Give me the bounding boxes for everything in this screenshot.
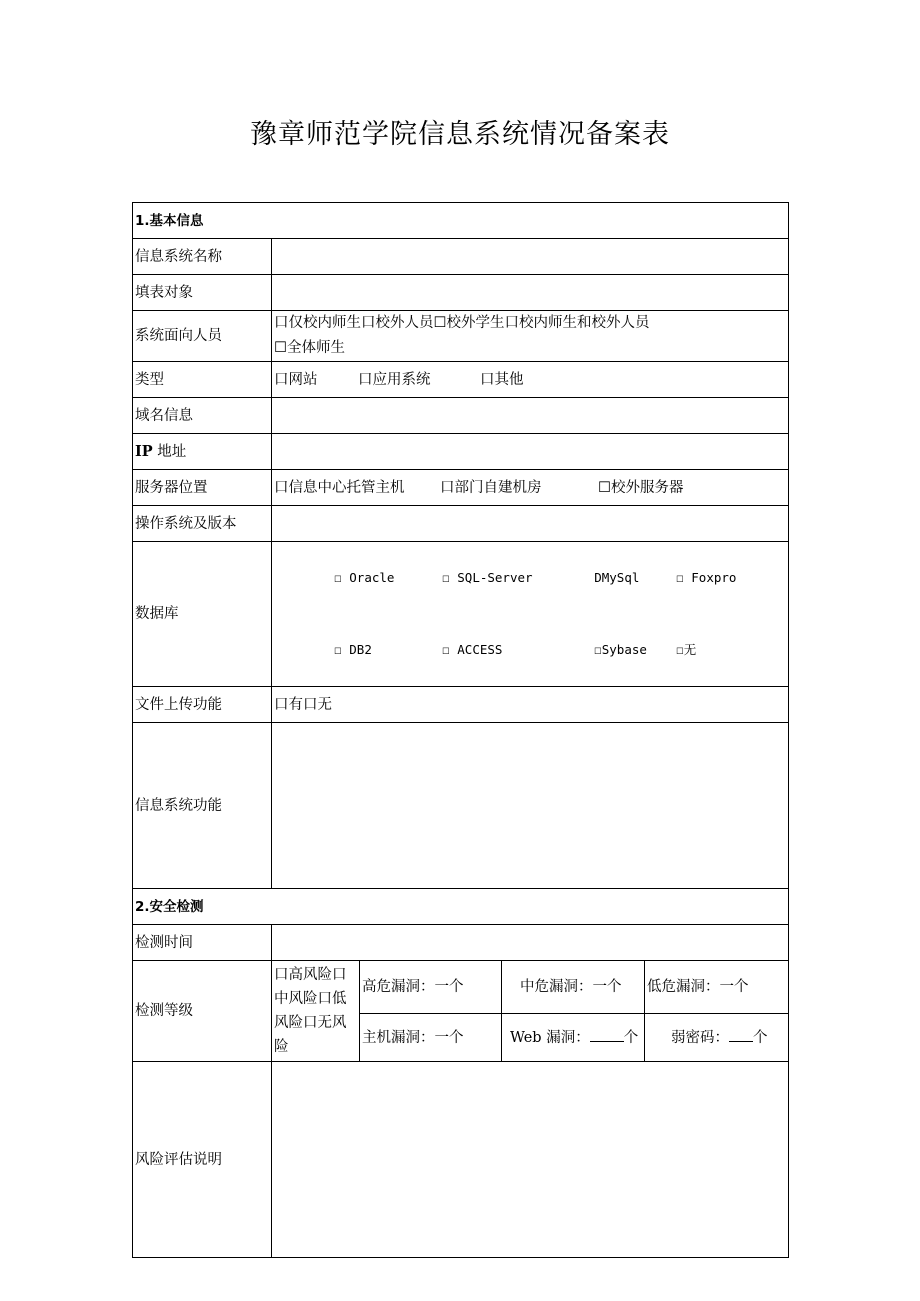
domain-field[interactable] <box>272 398 789 434</box>
db-option-access[interactable]: ☐ ACCESS <box>442 642 503 657</box>
db-option-sybase[interactable]: ☐Sybase <box>594 642 647 657</box>
os-field[interactable] <box>272 506 789 542</box>
detect-level-options[interactable]: 口高风险口中风险口低风险口无风险 <box>272 961 360 1062</box>
server-option-external[interactable]: ☐校外服务器 <box>598 479 684 496</box>
label-audience: 系统面向人员 <box>133 311 272 362</box>
label-type: 类型 <box>133 362 272 398</box>
label-ip-prefix: IP <box>135 442 153 460</box>
server-options <box>272 470 789 506</box>
risk-field[interactable] <box>272 1062 789 1258</box>
host-vuln: 主机漏洞：一个 <box>360 1014 502 1062</box>
label-risk: 风险评估说明 <box>133 1062 272 1258</box>
db-option-foxpro[interactable]: ☐ Foxpro <box>676 570 737 585</box>
ip-field[interactable] <box>272 434 789 470</box>
section-basic-info: 1.基本信息 <box>133 203 789 239</box>
section-security-check: 2.安全检测 <box>133 889 789 925</box>
label-detect-level: 检测等级 <box>133 961 272 1062</box>
label-server: 服务器位置 <box>133 470 272 506</box>
server-option-hosted[interactable]: 口信息中心托管主机 <box>274 479 405 496</box>
weak-password-label: 弱密码： <box>671 1029 729 1046</box>
weak-password-unit: 个 <box>753 1029 768 1046</box>
web-vuln-label: Web 漏洞： <box>510 1029 590 1046</box>
server-option-dept[interactable]: 口部门自建机房 <box>440 479 542 496</box>
db-option-db2[interactable]: ☐ DB2 <box>334 642 372 657</box>
type-option-app[interactable]: 口应用系统 <box>358 371 431 388</box>
label-ip <box>133 434 272 470</box>
system-name-field[interactable] <box>272 239 789 275</box>
db-option-dmysql[interactable]: DMySql <box>594 570 640 585</box>
label-domain: 域名信息 <box>133 398 272 434</box>
weak-password <box>645 1014 789 1062</box>
label-function: 信息系统功能 <box>133 723 272 889</box>
label-detect-time: 检测时间 <box>133 925 272 961</box>
label-system-name: 信息系统名称 <box>133 239 272 275</box>
upload-options[interactable]: 口有口无 <box>272 687 789 723</box>
audience-options[interactable] <box>272 311 789 362</box>
audience-line-1[interactable]: 口仅校内师生口校外人员☐校外学生口校内师生和校外人员 <box>274 315 650 331</box>
label-database: 数据库 <box>133 542 272 687</box>
label-target: 填表对象 <box>133 275 272 311</box>
page-title: 豫章师范学院信息系统情况备案表 <box>250 119 670 150</box>
weak-password-blank[interactable] <box>729 1029 753 1042</box>
registration-form <box>132 202 789 1258</box>
type-options <box>272 362 789 398</box>
label-ip-suffix: 地址 <box>152 443 187 460</box>
audience-line-2[interactable]: ☐全体师生 <box>274 340 345 356</box>
db-option-sqlserver[interactable]: ☐ SQL-Server <box>442 570 533 585</box>
mid-risk-vuln: 中危漏洞：一个 <box>502 961 645 1014</box>
db-option-none[interactable]: ☐无 <box>676 642 697 657</box>
web-vuln-unit: 个 <box>623 1029 639 1046</box>
detect-time-field[interactable] <box>272 925 789 961</box>
type-option-website[interactable]: 口网站 <box>274 371 318 388</box>
label-os: 操作系统及版本 <box>133 506 272 542</box>
web-vuln <box>502 1014 645 1062</box>
db-option-oracle[interactable]: ☐ Oracle <box>334 570 395 585</box>
target-field[interactable] <box>272 275 789 311</box>
label-upload: 文件上传功能 <box>133 687 272 723</box>
high-risk-vuln: 高危漏洞：一个 <box>360 961 502 1014</box>
function-field[interactable] <box>272 723 789 889</box>
web-vuln-blank[interactable] <box>590 1029 624 1042</box>
type-option-other[interactable]: 口其他 <box>480 371 524 388</box>
low-risk-vuln: 低危漏洞：一个 <box>645 961 789 1014</box>
database-options <box>272 542 789 687</box>
